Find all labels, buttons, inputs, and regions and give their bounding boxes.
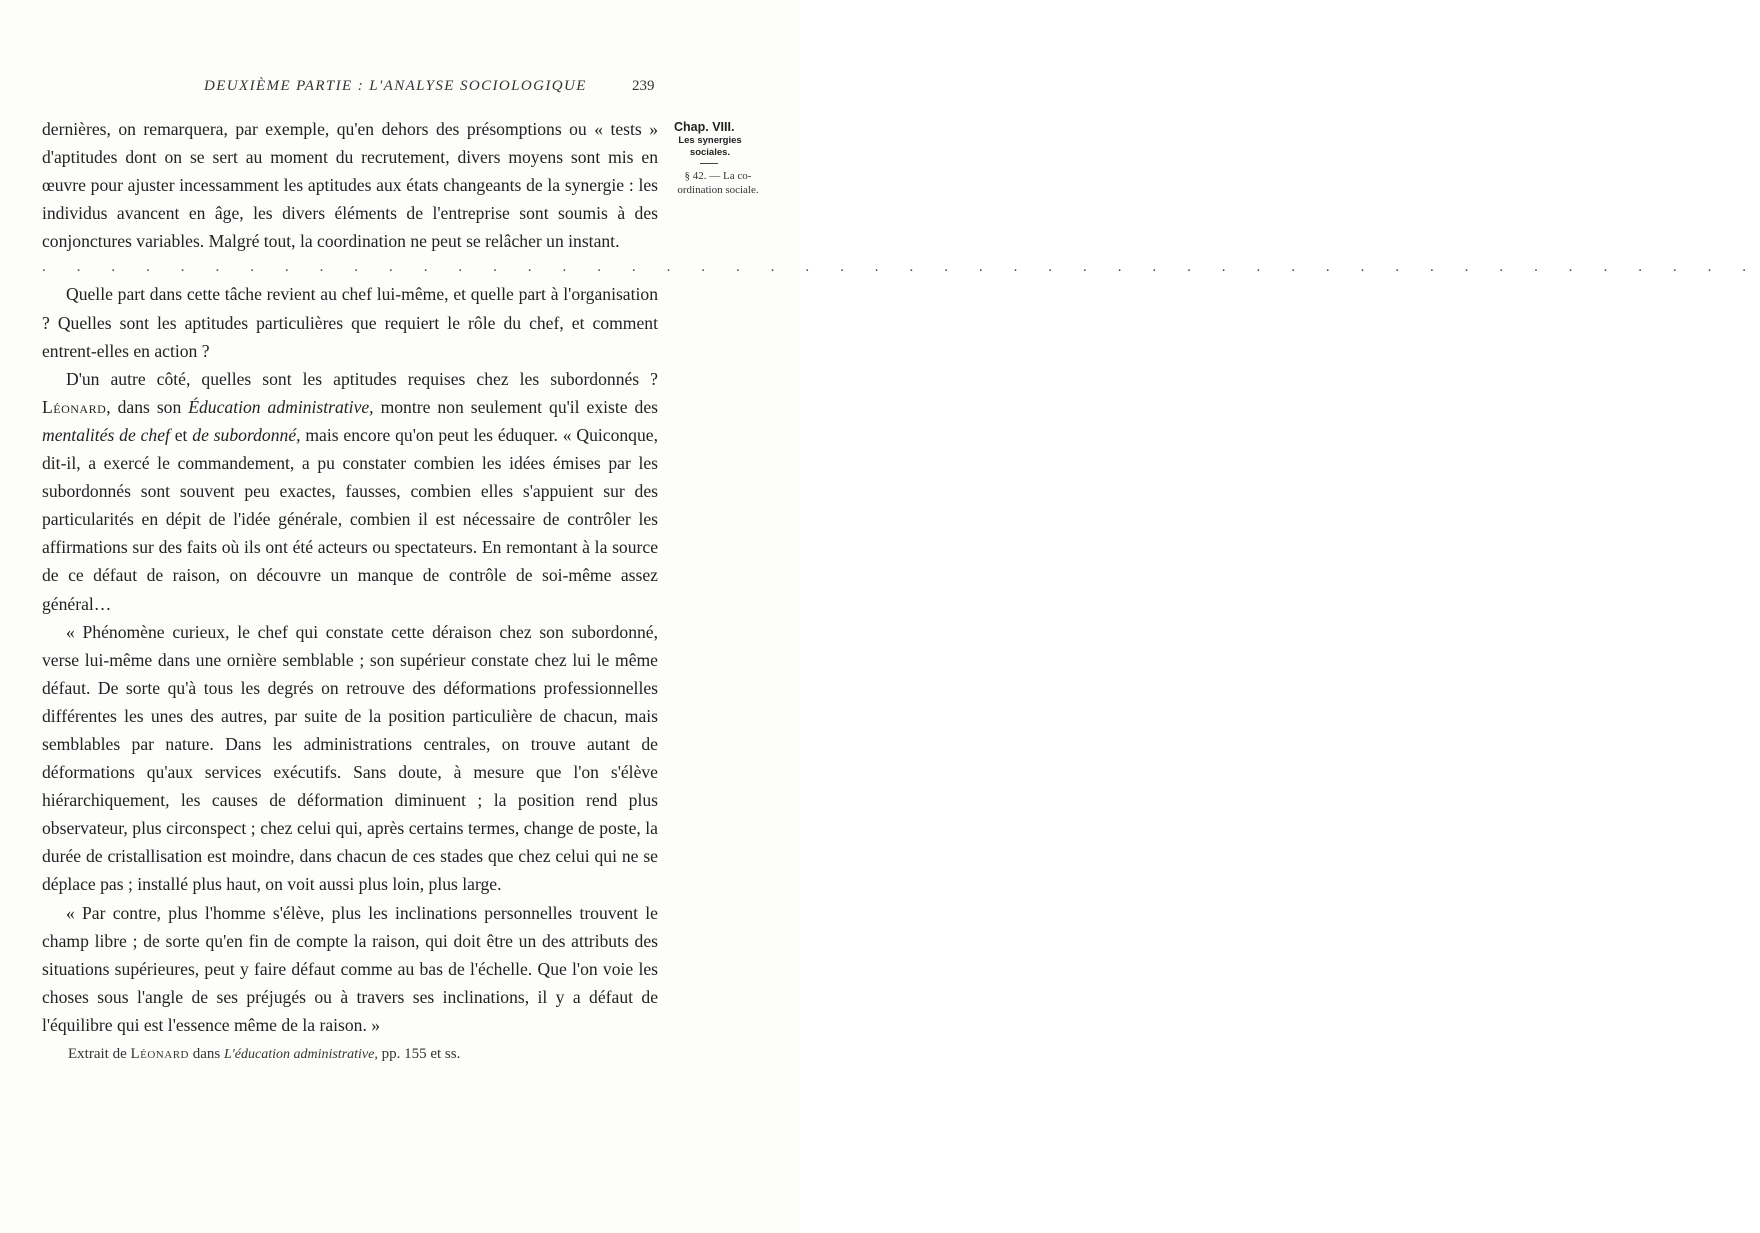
paragraph-continued: dernières, on remarquera, par exemple, qu'en dehors des présomptions ou « tests » d'aptitudes dont on se sert au moment du recrutement, divers moyens sont mis en œuvre pour ajuster incessamment les aptitudes aux états changeants de la synergie : les individus avancent en âge, les divers éléments de l'entreprise sont soumis à des conjonctures variables. Malgré tout, la coordination ne peut se relâcher un instant. [42,119,658,252]
paragraph-par-contre: « Par contre, plus l'homme s'élève, plus les inclinations personnelles trouvent le champ libre ; de sorte qu'en fin de compte la raison, qui doit être un des attributs des situations supérieures, peut y faire défaut comme au bas de l'échelle. Que l'on voie les choses sous l'angle de ses préjugés ou à travers ses inclinations, il y a défaut de l'équilibre qui est l'essence même de la raison. » [42,902,658,1035]
paragraph-phenomene: « Phénomène curieux, le chef qui constate cette déraison chez son subordonné, verse lui-même dans une ornière semblable ; son supérieur constate chez lui le même défaut. De sorte qu'à tous les degrés on retrouve des déformations professionnelles différentes les unes des autres, par suite de la position particulière de chacun, mais semblables par nature. Dans les administrations centrales, on trouve autant de déformations qu'aux services exécutifs. Sans doute, à mesure que l'on s'élève hiérarchiquement, les causes de déformation diminuent ; la position rend plus observateur, plus circonspect ; chez celui qui, après certains termes, change de poste, la durée de cristallisation est moindre, dans chacun de ces stades que chez celui qui ne se déplace pas ; installé plus haut, on voit aussi plus loin, plus large. [42,621,658,895]
running-title: DEUXIÈME PARTIE : L'ANALYSE SOCIOLOGIQUE [204,78,587,94]
citation-pages: pp. 155 et ss. [377,1046,461,1062]
margin-section: § 42. — La co-ordination sociale. [677,170,759,196]
running-header [0,78,800,102]
work-title: Éducation administrative, [188,396,374,417]
text-run: et [169,424,193,445]
author-name: Léonard [42,396,107,417]
paragraph-questions: Quelle part dans cette tâche revient au chef lui-même, et quelle part à l'organisation ? Quelles sont les aptitudes particulières que requiert le rôle du chef, et comment entrent-elles en action ? [42,284,658,361]
citation-work: L'éducation administrative, [223,1047,378,1062]
text-run: montre non seulement qu'il existe des [373,396,658,417]
text-run: D'un autre côté, quelles sont les aptitudes requises chez les subordonnés ? [66,368,658,389]
term-subordonne: de subordonné, [192,424,301,445]
text-run: mais encore qu'on peut les éduquer. « Quiconque, dit-il, a exercé le commandement, a pu constater combien les idées émises par les subordonnés sont souvent peu exactes, fausses, combien elles s'appuient sur des particularités en dépit de l'idée générale, combien il est nécessaire de contrôler les affirmations sur des faits où ils ont été acteurs ou spectateurs. En remontant à la source de ce défaut de raison, on découvre un manque de contrôle de soi-même assez général… [42,424,658,614]
term-mentalites-de-chef: mentalités de chef [42,424,170,445]
citation-author: Léonard [130,1046,189,1062]
source-citation [68,1046,460,1063]
paragraph-subordinates [42,365,658,618]
margin-divider [700,163,718,164]
citation-prefix: Extrait de [68,1046,131,1062]
margin-notes [674,120,770,197]
text-run: , dans son [106,396,189,417]
margin-chapter-subtitle: Les synergies sociales. [678,135,742,158]
margin-chapter: Chap. VIII. [674,120,735,134]
ellipsis-row: . . . . . . . . . . . . . . . . . . . . . . . . . . . . . . . . . . . . . . . . . . . . . . . . . . [42,259,1760,276]
page-number: 239 [632,78,655,94]
citation-middle: dans [188,1046,224,1062]
